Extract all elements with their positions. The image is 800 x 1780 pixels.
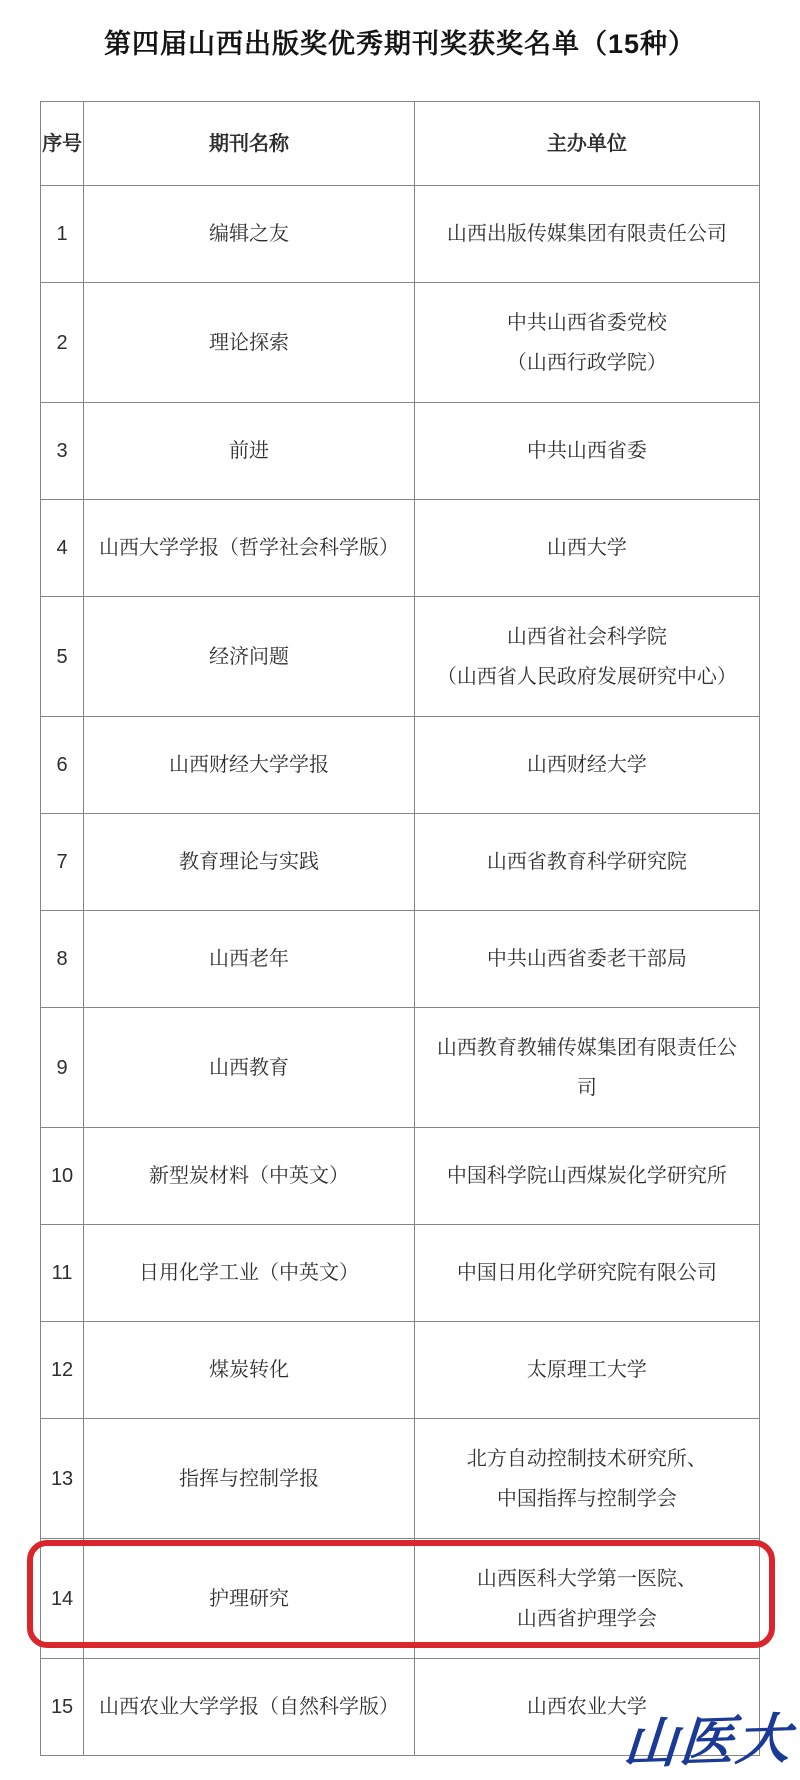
journal-name-cell: 经济问题 (84, 597, 415, 717)
organizer-cell: 山西省社会科学院 （山西省人民政府发展研究中心） (414, 597, 759, 717)
organizer-cell: 山西大学 (414, 500, 759, 597)
table-container (40, 101, 760, 1756)
table-row (41, 814, 760, 911)
serial-cell: 9 (41, 1008, 84, 1128)
organizer-cell: 中共山西省委党校 （山西行政学院） (414, 283, 759, 403)
serial-cell: 2 (41, 283, 84, 403)
table-row (41, 186, 760, 283)
table-row (41, 1419, 760, 1539)
journal-name-cell: 山西老年 (84, 911, 415, 1008)
table-row (41, 717, 760, 814)
table-header (41, 102, 760, 186)
table-body (41, 186, 760, 1756)
header-row (41, 102, 760, 186)
organizer-cell: 山西财经大学 (414, 717, 759, 814)
serial-cell: 12 (41, 1322, 84, 1419)
table-row (41, 283, 760, 403)
table-row (41, 597, 760, 717)
awards-table (40, 101, 760, 1756)
serial-cell: 14 (41, 1539, 84, 1659)
journal-name-cell: 煤炭转化 (84, 1322, 415, 1419)
table-row (41, 1128, 760, 1225)
journal-name-cell: 山西农业大学学报（自然科学版） (84, 1659, 415, 1756)
table-row (41, 403, 760, 500)
journal-name-cell: 指挥与控制学报 (84, 1419, 415, 1539)
table-row (41, 1008, 760, 1128)
serial-cell: 1 (41, 186, 84, 283)
table-row (41, 911, 760, 1008)
serial-cell: 11 (41, 1225, 84, 1322)
serial-cell: 13 (41, 1419, 84, 1539)
organizer-cell: 中共山西省委老干部局 (414, 911, 759, 1008)
organizer-cell: 山西农业大学 (414, 1659, 759, 1756)
serial-cell: 8 (41, 911, 84, 1008)
organizer-cell: 山西出版传媒集团有限责任公司 (414, 186, 759, 283)
page-title: 第四届山西出版奖优秀期刊奖获奖名单（15种） (103, 29, 697, 59)
organizer-cell: 山西教育教辅传媒集团有限责任公司 (414, 1008, 759, 1128)
journal-name-cell: 护理研究 (84, 1539, 415, 1659)
journal-name-cell: 教育理论与实践 (84, 814, 415, 911)
sanyida-watermark-logo: 山医大 (621, 1709, 795, 1775)
organizer-cell: 山西省教育科学研究院 (414, 814, 759, 911)
journal-name-cell: 山西财经大学学报 (84, 717, 415, 814)
organizer-cell: 山西医科大学第一医院、 山西省护理学会 (414, 1539, 759, 1659)
journal-name-cell: 山西大学学报（哲学社会科学版） (84, 500, 415, 597)
journal-name-cell: 前进 (84, 403, 415, 500)
serial-cell: 6 (41, 717, 84, 814)
organizer-cell: 太原理工大学 (414, 1322, 759, 1419)
serial-cell: 15 (41, 1659, 84, 1756)
table-row (41, 500, 760, 597)
column-header-journal: 期刊名称 (84, 102, 415, 186)
serial-cell: 5 (41, 597, 84, 717)
journal-name-cell: 新型炭材料（中英文） (84, 1128, 415, 1225)
column-header-serial: 序号 (41, 102, 84, 186)
serial-cell: 3 (41, 403, 84, 500)
table-row (41, 1539, 760, 1659)
organizer-cell: 中共山西省委 (414, 403, 759, 500)
journal-name-cell: 理论探索 (84, 283, 415, 403)
serial-cell: 4 (41, 500, 84, 597)
organizer-cell: 中国科学院山西煤炭化学研究所 (414, 1128, 759, 1225)
table-row (41, 1322, 760, 1419)
table-row (41, 1225, 760, 1322)
journal-name-cell: 山西教育 (84, 1008, 415, 1128)
column-header-organizer: 主办单位 (414, 102, 759, 186)
journal-name-cell: 日用化学工业（中英文） (84, 1225, 415, 1322)
serial-cell: 10 (41, 1128, 84, 1225)
organizer-cell: 中国日用化学研究院有限公司 (414, 1225, 759, 1322)
journal-name-cell: 编辑之友 (84, 186, 415, 283)
serial-cell: 7 (41, 814, 84, 911)
organizer-cell: 北方自动控制技术研究所、 中国指挥与控制学会 (414, 1419, 759, 1539)
